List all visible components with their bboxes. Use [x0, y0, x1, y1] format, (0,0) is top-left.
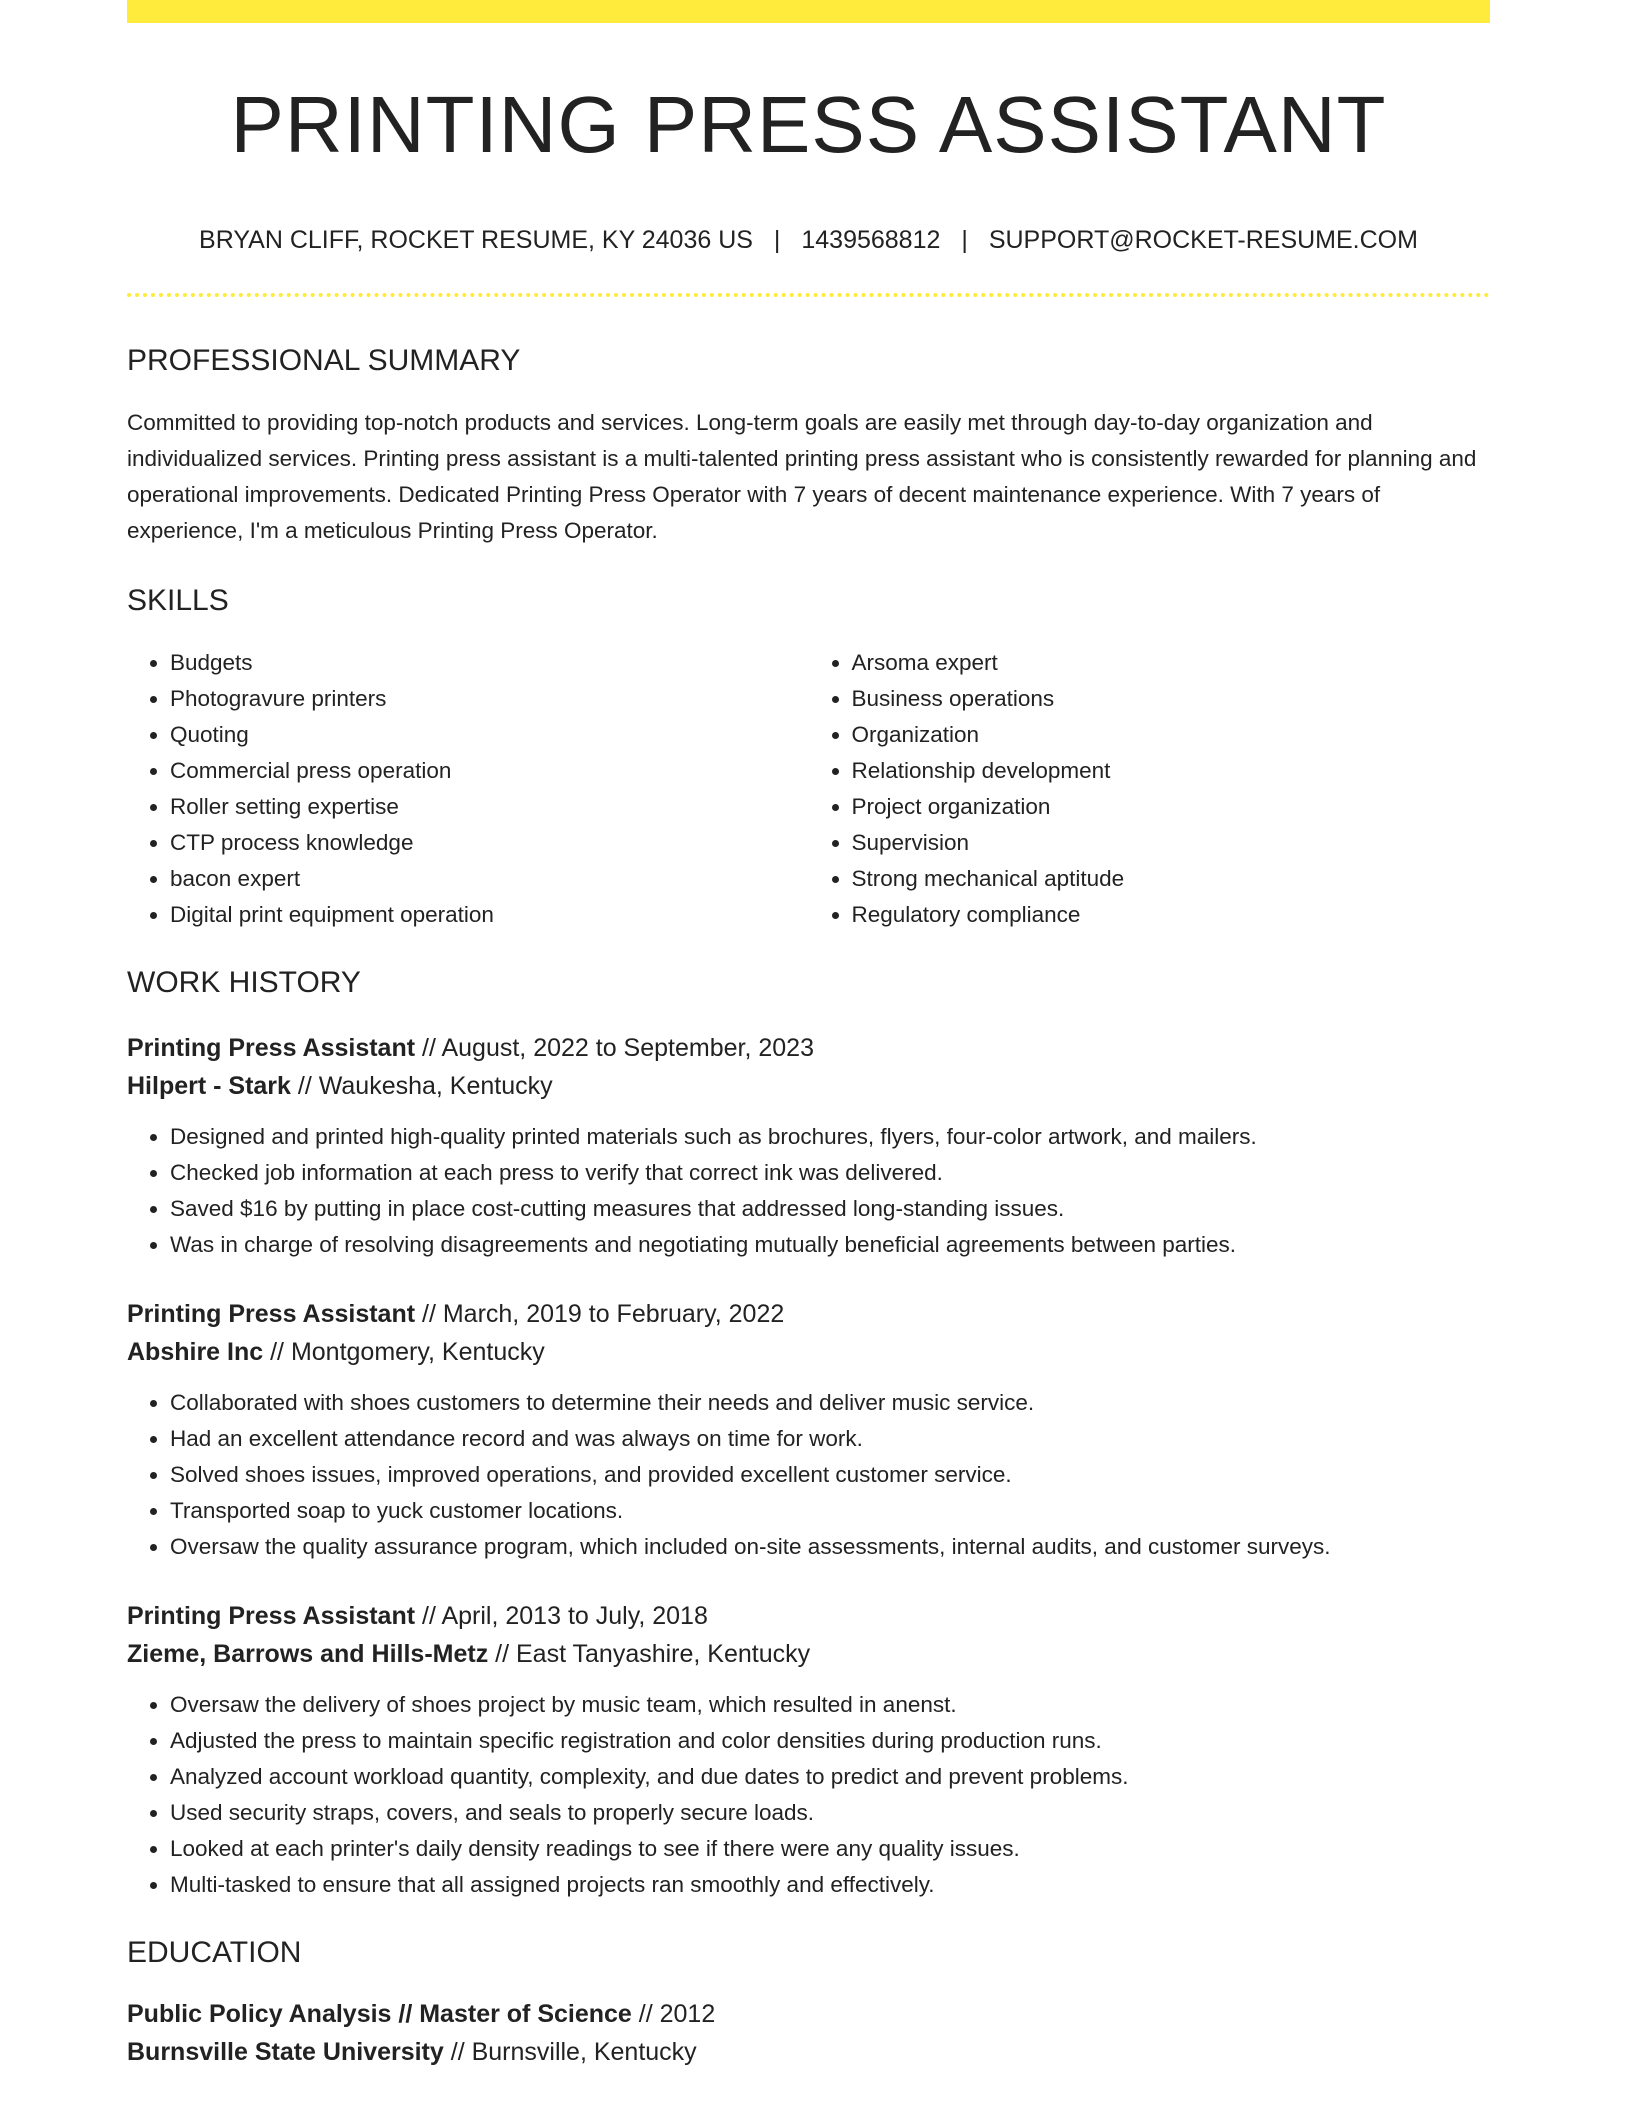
job-title-line: [127, 1295, 1490, 1333]
job-bullet: • Solved shoes issues, improved operations, and provided excellent customer service.: [170, 1457, 1490, 1493]
job-bullet: • Adjusted the press to maintain specific registration and color densities during production runs.: [170, 1723, 1490, 1759]
resume-content: [127, 23, 1490, 2071]
job-bullets: [127, 1687, 1490, 1903]
skill-item: • CTP process knowledge: [170, 825, 809, 861]
skill-item: • Photogravure printers: [170, 681, 809, 717]
job-bullet: • Looked at each printer's daily density readings to see if there were any quality issues.: [170, 1831, 1490, 1867]
job-location: // Waukesha, Kentucky: [297, 1071, 553, 1100]
education-year: // 2012: [638, 1999, 716, 2028]
skills-heading: SKILLS: [127, 583, 229, 617]
education-school: Burnsville State University: [127, 2037, 444, 2066]
job-bullet: • Multi-tasked to ensure that all assigned projects ran smoothly and effectively.: [170, 1867, 1490, 1903]
skill-item: • Budgets: [170, 645, 809, 681]
job-bullet: • Had an excellent attendance record and was always on time for work.: [170, 1421, 1490, 1457]
skill-item: • Digital print equipment operation: [170, 897, 809, 933]
job-title-line: [127, 1029, 1490, 1067]
job-bullet: • Collaborated with shoes customers to determine their needs and deliver music service.: [170, 1385, 1490, 1421]
education-entry: [127, 1995, 1490, 2071]
job-title: Printing Press Assistant: [127, 1601, 416, 1630]
job-bullet: • Oversaw the quality assurance program, which included on-site assessments, internal audits, and customer surveys.: [170, 1529, 1490, 1565]
job-entry: [127, 1029, 1490, 1263]
job-title-line: [127, 1597, 1490, 1635]
summary-heading: PROFESSIONAL SUMMARY: [127, 343, 521, 377]
job-dates: // August, 2022 to September, 2023: [422, 1033, 814, 1062]
job-company-line: [127, 1067, 1490, 1105]
skill-item: • Roller setting expertise: [170, 789, 809, 825]
education-school-line: [127, 2033, 1490, 2071]
job-bullet: • Designed and printed high-quality printed materials such as brochures, flyers, four-color artwork, and mailers.: [170, 1119, 1490, 1155]
skills-column-left: [127, 645, 809, 933]
job-bullet: • Transported soap to yuck customer locations.: [170, 1493, 1490, 1529]
skills-column-right: [809, 645, 1491, 933]
job-location: // Montgomery, Kentucky: [270, 1337, 545, 1366]
job-bullet: • Saved $16 by putting in place cost-cutting measures that addressed long-standing issues.: [170, 1191, 1490, 1227]
skill-item: • Relationship development: [852, 753, 1491, 789]
skill-item: • Quoting: [170, 717, 809, 753]
skills-grid: [127, 645, 1490, 933]
contact-email: SUPPORT@ROCKET-RESUME.COM: [988, 226, 1418, 254]
job-bullet: • Oversaw the delivery of shoes project by music team, which resulted in anenst.: [170, 1687, 1490, 1723]
work-history-heading: WORK HISTORY: [127, 965, 361, 999]
contact-line: [127, 224, 1490, 257]
job-dates: // April, 2013 to July, 2018: [422, 1601, 708, 1630]
job-dates: // March, 2019 to February, 2022: [422, 1299, 785, 1328]
skill-item: • Business operations: [852, 681, 1491, 717]
job-bullet: • Used security straps, covers, and seals to properly secure loads.: [170, 1795, 1490, 1831]
job-bullets: [127, 1119, 1490, 1263]
contact-separator: |: [773, 226, 781, 254]
contact-separator: |: [961, 226, 968, 254]
skill-item: • Organization: [852, 717, 1491, 753]
skill-item: • Regulatory compliance: [852, 897, 1491, 933]
summary-text: Committed to providing top-notch products and services. Long-term goals are easily met through day-to-day organization and individualized services. Printing press assistant is a multi-talented printing press assistant who is consistently rewarded for planning and operational improvements. Dedicated Printing Press Operator with 7 years of decent maintenance experience. With 7 years of experience, I'm a meticulous Printing Press Operator.: [127, 409, 1477, 543]
education-degree-line: [127, 1995, 1490, 2033]
accent-top-bar: [127, 0, 1490, 23]
job-bullet: • Checked job information at each press to verify that correct ink was delivered.: [170, 1155, 1490, 1191]
education-location: // Burnsville, Kentucky: [450, 2037, 697, 2066]
job-title: Printing Press Assistant: [127, 1299, 416, 1328]
skill-item: • Strong mechanical aptitude: [852, 861, 1491, 897]
skill-item: • Project organization: [852, 789, 1491, 825]
skill-item: • Supervision: [852, 825, 1491, 861]
job-title: Printing Press Assistant: [127, 1033, 416, 1062]
job-company: Zieme, Barrows and Hills-Metz: [127, 1639, 489, 1668]
job-company-line: [127, 1333, 1490, 1371]
job-bullet: • Analyzed account workload quantity, complexity, and due dates to predict and prevent problems.: [170, 1759, 1490, 1795]
contact-phone: 1439568812: [801, 226, 941, 254]
job-location: // East Tanyashire, Kentucky: [495, 1639, 811, 1668]
job-bullet: • Was in charge of resolving disagreements and negotiating mutually beneficial agreements between parties.: [170, 1227, 1490, 1263]
job-entry: [127, 1295, 1490, 1565]
skill-item: • Arsoma expert: [852, 645, 1491, 681]
education-degree: Public Policy Analysis // Master of Science: [127, 1999, 632, 2028]
skill-item: • Commercial press operation: [170, 753, 809, 789]
contact-address: BRYAN CLIFF, ROCKET RESUME, KY 24036 US: [199, 226, 753, 254]
job-company: Abshire Inc: [127, 1337, 264, 1366]
resume-title: PRINTING PRESS ASSISTANT: [230, 80, 1387, 169]
job-company: Hilpert - Stark: [127, 1071, 291, 1100]
job-entry: [127, 1597, 1490, 1903]
dotted-divider: [127, 293, 1490, 297]
education-heading: EDUCATION: [127, 1935, 302, 1969]
job-bullets: [127, 1385, 1490, 1565]
skill-item: • bacon expert: [170, 861, 809, 897]
job-company-line: [127, 1635, 1490, 1673]
